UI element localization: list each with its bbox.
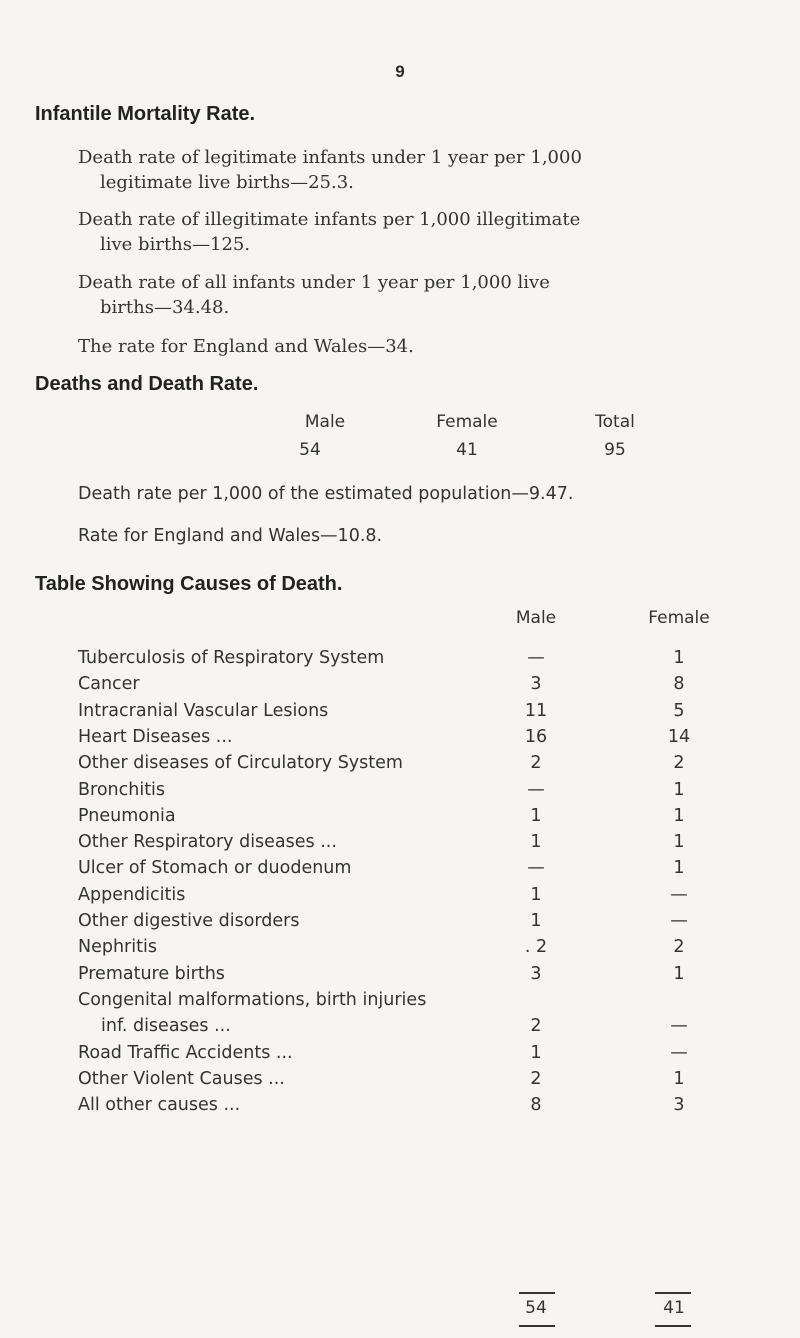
male-count: 1 xyxy=(530,884,542,905)
female-count: 1 xyxy=(673,648,685,668)
female-count: 2 xyxy=(673,937,685,958)
total-male-value: 54 xyxy=(525,1298,547,1318)
cause-label: Cancer xyxy=(78,674,140,695)
female-count: 14 xyxy=(667,726,691,747)
england-wales-infant-rate: The rate for England and Wales—34. xyxy=(78,336,414,357)
male-count: 2 xyxy=(530,1068,542,1089)
table-row xyxy=(0,806,800,832)
infant-illegit-line2: live births—125. xyxy=(100,234,251,255)
death-rate-line: Death rate per 1,000 of the estimated population—9.47. xyxy=(78,484,574,504)
infant-legit-line1: Death rate of legitimate infants under 1 year per 1,000 xyxy=(78,147,582,168)
cause-label: Bronchitis xyxy=(78,779,166,800)
female-count: 1 xyxy=(673,805,685,826)
male-total-underline xyxy=(519,1325,555,1327)
deaths-col-male: Male xyxy=(304,412,346,432)
male-count: — xyxy=(527,779,545,800)
infant-legit-line2: legitimate live births—25.3. xyxy=(100,172,354,193)
female-total-underline xyxy=(655,1325,691,1327)
deaths-heading: Deaths and Death Rate. xyxy=(35,373,259,395)
female-count: — xyxy=(670,1016,688,1037)
male-count: 8 xyxy=(530,1095,542,1116)
cause-label: Road Traffic Accidents ... xyxy=(78,1042,293,1063)
causes-col-female: Female xyxy=(648,608,710,628)
male-count: — xyxy=(527,858,545,879)
cause-label: inf. diseases ... xyxy=(101,1016,231,1037)
male-count: 1 xyxy=(530,1042,542,1063)
infantile-heading: Infantile Mortality Rate. xyxy=(35,103,256,125)
female-count: 1 xyxy=(673,858,685,879)
table-row xyxy=(0,701,800,727)
infant-all-line2: births—34.48. xyxy=(100,297,230,318)
male-count: 11 xyxy=(524,700,548,721)
cause-label: Intracranial Vascular Lesions xyxy=(78,700,329,721)
england-wales-death-rate: Rate for England and Wales—10.8. xyxy=(78,526,383,546)
deaths-col-total: Total xyxy=(595,412,635,432)
cause-label: Appendicitis xyxy=(78,884,186,905)
male-count: 1 xyxy=(530,832,542,853)
infant-legit-rate xyxy=(78,145,718,195)
cause-label: Congenital malformations, birth injuries xyxy=(78,989,427,1010)
female-count: 1 xyxy=(673,963,685,984)
table-row xyxy=(0,1016,800,1042)
female-count: 2 xyxy=(673,753,685,774)
causes-col-male: Male xyxy=(515,608,557,628)
deaths-female-value: 41 xyxy=(456,440,478,460)
cause-label: Ulcer of Stomach or duodenum xyxy=(78,858,352,879)
causes-heading: Table Showing Causes of Death. xyxy=(35,573,343,595)
male-total-rule xyxy=(519,1292,555,1294)
cause-label: Other diseases of Circulatory System xyxy=(78,753,403,774)
cause-label: Heart Diseases ... xyxy=(78,726,233,747)
cause-label: Other Violent Causes ... xyxy=(78,1068,285,1089)
male-count: 3 xyxy=(530,674,542,695)
deaths-col-female: Female xyxy=(436,412,498,432)
infant-illegit-line1: Death rate of illegitimate infants per 1,000 illegitimate xyxy=(78,209,581,230)
female-count: — xyxy=(670,884,688,905)
male-count: 1 xyxy=(530,805,542,826)
table-row xyxy=(0,1043,800,1069)
table-row xyxy=(0,1069,800,1095)
male-count: 2 xyxy=(530,1016,542,1037)
infant-all-line1: Death rate of all infants under 1 year per 1,000 live xyxy=(78,272,550,293)
deaths-total-value: 95 xyxy=(604,440,626,460)
table-row xyxy=(0,964,800,990)
table-row xyxy=(0,648,800,674)
total-female-value: 41 xyxy=(663,1298,685,1318)
table-row xyxy=(0,937,800,963)
cause-label: Premature births xyxy=(78,963,225,984)
infant-all-rate xyxy=(78,270,718,320)
table-row xyxy=(0,780,800,806)
table-row xyxy=(0,911,800,937)
cause-label: Nephritis xyxy=(78,937,157,958)
cause-label: Pneumonia xyxy=(78,805,176,826)
female-count: 1 xyxy=(673,832,685,853)
male-count: 16 xyxy=(524,726,548,747)
table-row xyxy=(0,753,800,779)
female-count: 1 xyxy=(673,779,685,800)
male-count: 3 xyxy=(530,963,542,984)
table-row xyxy=(0,674,800,700)
table-row xyxy=(0,1095,800,1121)
male-count: — xyxy=(527,648,545,668)
table-row xyxy=(0,858,800,884)
cause-label: Other digestive disorders xyxy=(78,911,300,931)
cause-label: Other Respiratory diseases ... xyxy=(78,832,337,853)
male-count: 2 xyxy=(530,753,542,774)
male-count: . 2 xyxy=(524,937,548,958)
female-count: — xyxy=(670,1042,688,1063)
female-count: 5 xyxy=(673,700,685,721)
table-row xyxy=(0,832,800,858)
female-count: 8 xyxy=(673,674,685,695)
female-count: 1 xyxy=(673,1068,685,1089)
table-row xyxy=(0,990,800,1016)
female-count: — xyxy=(670,911,688,931)
page-number: 9 xyxy=(395,62,405,81)
male-count: 1 xyxy=(530,911,542,931)
female-count: 3 xyxy=(673,1095,685,1116)
cause-label: Tuberculosis of Respiratory System xyxy=(78,648,385,668)
infant-illegit-rate xyxy=(78,207,718,257)
cause-label: All other causes ... xyxy=(78,1095,241,1116)
table-row xyxy=(0,885,800,911)
table-row xyxy=(0,727,800,753)
deaths-male-value: 54 xyxy=(299,440,321,460)
female-total-rule xyxy=(655,1292,691,1294)
